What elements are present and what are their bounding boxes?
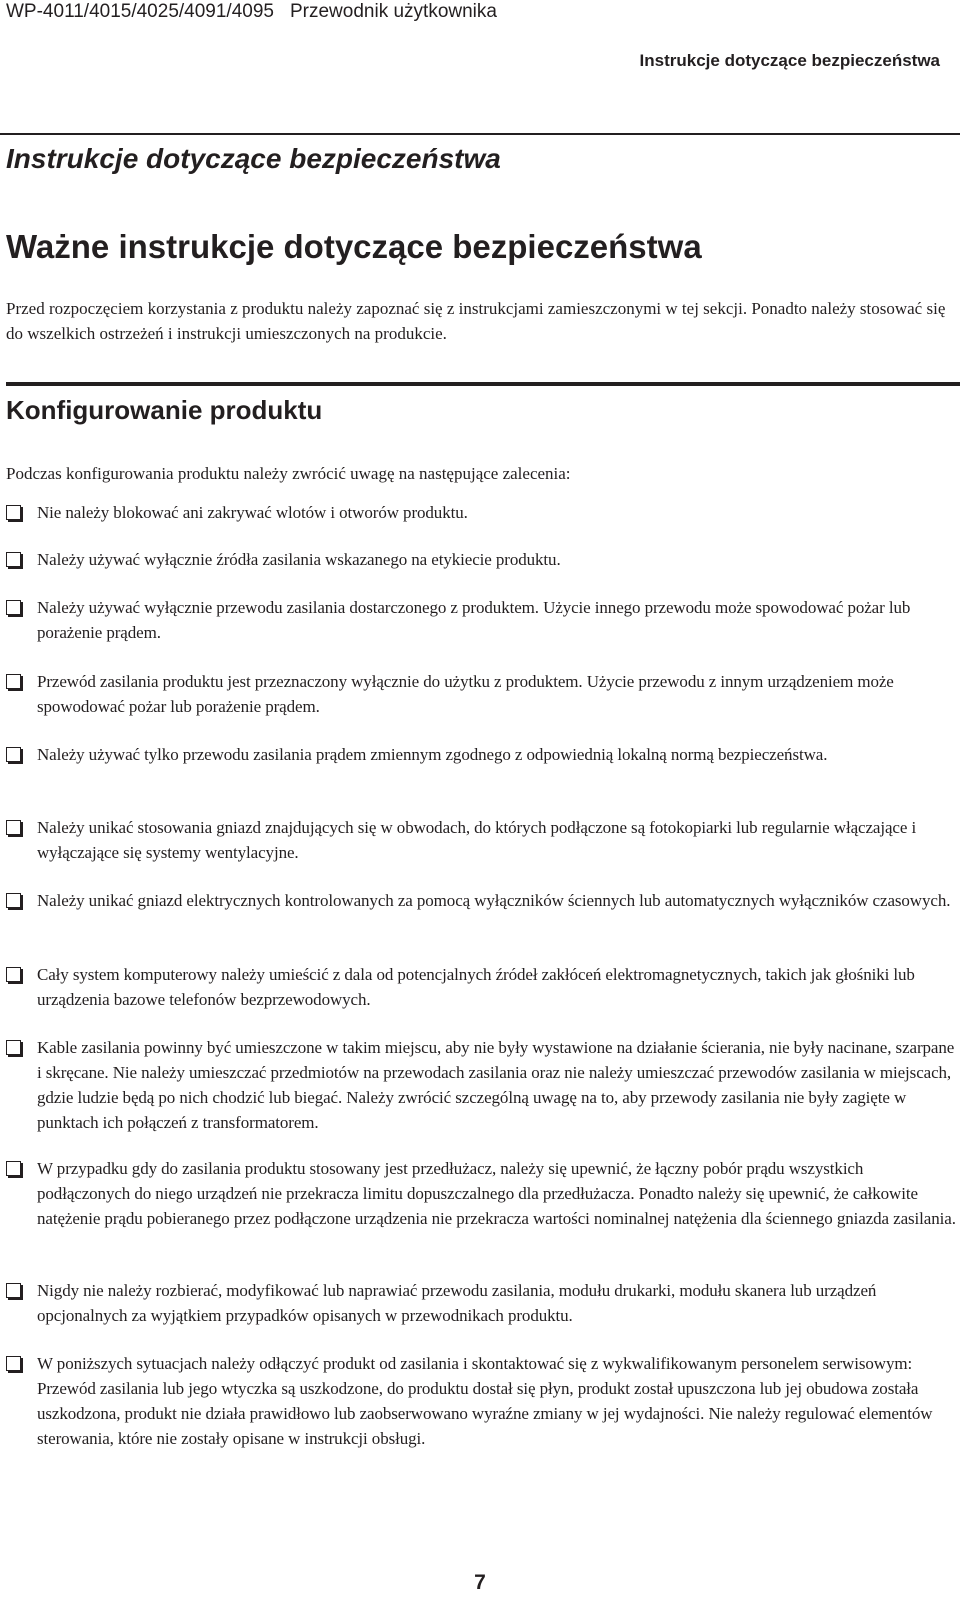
list-item: [6, 1351, 960, 1451]
subsection-divider: [6, 382, 960, 386]
list-item-text: Należy używać wyłącznie źródła zasilania wskazanego na etykiecie produktu.: [37, 550, 561, 569]
checkbox-bullet-icon: [6, 552, 21, 567]
list-item: [6, 962, 960, 1012]
list-item: [6, 595, 960, 645]
checkbox-bullet-icon: [6, 893, 21, 908]
list-item-text: Nie należy blokować ani zakrywać wlotów i otworów produktu.: [37, 503, 468, 522]
checkbox-bullet-icon: [6, 747, 21, 762]
list-item: [6, 547, 960, 572]
page-number: 7: [474, 1571, 486, 1594]
checkbox-bullet-icon: [6, 674, 21, 689]
checkbox-bullet-icon: [6, 505, 21, 520]
list-item-text: W przypadku gdy do zasilania produktu stosowany jest przedłużacz, należy się upewnić, że łączny pobór prądu wszystkich podłączonych do niego urządzeń nie przekracza limitu dopuszczalnego dla przedłużacza. Ponadto należy się upewnić, że całkowite natężenie prądu pobieranego przez podłączone urządzenia nie przekracza wartości nominalnej natężenia dla ściennego gniazda zasilania.: [37, 1159, 956, 1228]
list-item: [6, 1035, 960, 1135]
list-item-text: Należy używać tylko przewodu zasilania prądem zmiennym zgodnego z odpowiednią lokalną normą bezpieczeństwa.: [37, 745, 828, 764]
list-item: [6, 742, 960, 767]
list-item: [6, 1156, 960, 1231]
list-item-text: Nigdy nie należy rozbierać, modyfikować lub naprawiać przewodu zasilania, modułu drukarki, modułu skanera lub urządzeń opcjonalnych za wyjątkiem przypadków opisanych w przewodnikach produktu.: [37, 1281, 877, 1325]
list-item-text: Kable zasilania powinny być umieszczone w takim miejscu, aby nie były wystawione na działanie ścierania, nie były nacinane, szarpane i skręcane. Nie należy umieszczać przedmiotów na przewodach zasilania oraz nie należy umieszczać przewodów zasilania w miejscach, gdzie ludzie będą po nich chodzić lub biegać. Należy zwrócić szczególną uwagę na to, aby przewody zasilania nie były zagięte w punktach ich połączeń z transformatorem.: [37, 1038, 955, 1132]
list-item: [6, 888, 960, 913]
checkbox-bullet-icon: [6, 820, 21, 835]
list-item-text: Należy unikać stosowania gniazd znajdujących się w obwodach, do których podłączone są fotokopiarki lub regularnie włączające i wyłączające się systemy wentylacyjne.: [37, 818, 917, 862]
chapter-title: Instrukcje dotyczące bezpieczeństwa: [6, 143, 501, 174]
header-model: WP-4011/4015/4025/4091/4095: [6, 1, 274, 22]
intro-text: Przed rozpoczęciem korzystania z produktu należy zapoznać się z instrukcjami zamieszczonymi w tej sekcji. Ponadto należy stosować się do wszelkich ostrzeżeń i instrukcji umieszczonych na produkcie.: [6, 299, 946, 343]
subsection-lead: Podczas konfigurowania produktu należy zwrócić uwagę na następujące zalecenia:: [6, 464, 571, 483]
list-item-text: [37, 1351, 959, 1451]
list-item-text: Cały system komputerowy należy umieścić z dala od potencjalnych źródeł zakłóceń elektromagnetycznych, takich jak głośniki lub urządzenia bazowe telefonów bezprzewodowych.: [37, 965, 915, 1009]
chapter-divider: [0, 133, 960, 135]
checkbox-bullet-icon: [6, 1283, 21, 1298]
checkbox-bullet-icon: [6, 600, 21, 615]
running-header: [6, 0, 497, 24]
list-item: [6, 669, 960, 719]
list-item-text: Należy unikać gniazd elektrycznych kontrolowanych za pomocą wyłączników ściennych lub automatycznych wyłączników czasowych.: [37, 891, 951, 910]
list-item-details: Przewód zasilania lub jego wtyczka są uszkodzone, do produktu dostał się płyn, produkt został upuszczona lub jej obudowa została uszkodzona, produkt nie działa prawidłowo lub zaobserwowano wyraźne zmiany w jej wydajności. Nie należy regulować elementów sterowania, które nie zostały opisane w instrukcji obsługi.: [37, 1379, 933, 1448]
list-item-text: Należy używać wyłącznie przewodu zasilania dostarczonego z produktem. Użycie innego przewodu może spowodować pożar lub porażenie prądem.: [37, 598, 911, 642]
checkbox-bullet-icon: [6, 967, 21, 982]
checkbox-bullet-icon: [6, 1040, 21, 1055]
list-item: [6, 1278, 960, 1328]
intro-paragraph: [6, 296, 956, 346]
subsection-title: Konfigurowanie produktu: [6, 395, 323, 425]
checkbox-bullet-icon: [6, 1356, 21, 1371]
running-section-title: Instrukcje dotyczące bezpieczeństwa: [639, 51, 940, 70]
list-item: [6, 815, 960, 865]
list-item-text-line: W poniższych sytuacjach należy odłączyć produkt od zasilania i skontaktować się z wykwalifikowanym personelem serwisowym:: [37, 1354, 913, 1373]
list-item: [6, 500, 960, 525]
section-title: Ważne instrukcje dotyczące bezpieczeństwa: [6, 228, 702, 265]
header-guide-title: Przewodnik użytkownika: [289, 1, 497, 22]
checkbox-bullet-icon: [6, 1161, 21, 1176]
list-item-text: Przewód zasilania produktu jest przeznaczony wyłącznie do użytku z produktem. Użycie przewodu z innym urządzeniem może spowodować pożar lub porażenie prądem.: [37, 672, 894, 716]
